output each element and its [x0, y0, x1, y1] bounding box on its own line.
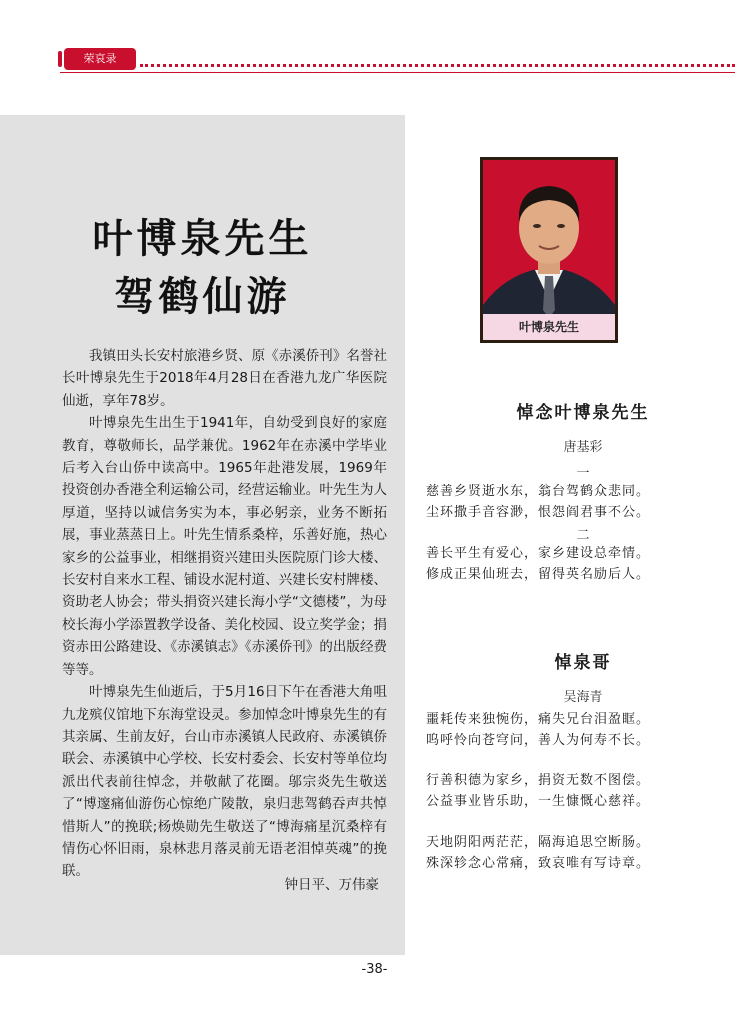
portrait-image — [483, 160, 615, 340]
article-author: 钟日平、万伟豪 — [284, 877, 379, 893]
poem2-verse: 公益事业皆乐助，一生慷慨心慈祥。 — [426, 794, 651, 809]
article-title-line2: 驾鹤仙游 — [114, 274, 291, 320]
page-number: -38- — [361, 962, 388, 977]
article-paragraph: 叶博泉先生仙逝后，于5月16日下午在香港大角咀九龙殡仪馆地下东海堂设灵。参加悼念叶博泉先生的有其亲属、生前友好，台山市赤溪镇人民政府、赤溪镇侨联会、赤溪镇中心学校、长安村委会、长安村等单位均派出代表前往悼念，并敬献了花圈。邬宗炎先生敬送了“博邃痛仙游伤心惊绝广陵散，泉归悲驾鹤吞声共悼惜斯人”的挽联;杨焕勋先生敬送了“博海痛星沉桑梓有情伤心怀旧雨，泉林悲月落灵前无语老泪悼英魂”的挽联。 — [62, 684, 387, 880]
poem2-author: 吴海青 — [563, 690, 603, 705]
poem1-verse: 修成正果仙班去，留得英名励后人。 — [426, 567, 651, 582]
poem2-verse: 殊深轸念心常痛，致哀唯有写诗章。 — [426, 856, 651, 871]
poem1-title: 悼念叶博泉先生 — [516, 403, 650, 423]
article-paragraph: 我镇田头长安村旅港乡贤、原《赤溪侨刊》名誉社长叶博泉先生于2018年4月28日在香港九龙广华医院仙逝，享年78岁。 — [62, 348, 387, 409]
poem1-verse: 尘环撒手音容渺，恨怨阎君事不公。 — [426, 505, 651, 520]
header-divider — [140, 64, 735, 67]
poem1-verse: 慈善乡贤逝水东，翁台驾鹤众悲同。 — [426, 484, 651, 499]
poem2-title: 悼泉哥 — [554, 653, 612, 673]
poem2-verse: 呜呼怜向苍穹问，善人为何寿不长。 — [426, 733, 651, 748]
poem1-stanza2-mark: 二 — [576, 528, 590, 543]
section-tag: 荣哀录 — [64, 48, 136, 70]
poem1-author: 唐基彩 — [563, 440, 603, 455]
poem2-verse: 行善积德为家乡，捐资无数不图偿。 — [426, 773, 651, 788]
poem2-verse: 噩耗传来独惋伤，痛失兄台泪盈眶。 — [426, 712, 651, 727]
poem2-verse: 天地阴阳两茫茫，隔海追思空断肠。 — [426, 835, 651, 850]
article-panel — [0, 115, 405, 955]
article-title-line1: 叶博泉先生 — [92, 216, 313, 262]
header-rule — [60, 72, 735, 73]
portrait-photo — [483, 160, 615, 340]
poem1-stanza1-mark: 一 — [576, 466, 590, 481]
portrait-frame — [480, 157, 618, 343]
portrait-caption: 叶博泉先生 — [483, 314, 615, 340]
article-body — [62, 345, 387, 883]
poem1-verse: 善长平生有爱心，家乡建设总牵情。 — [426, 546, 651, 561]
article-paragraph: 叶博泉先生出生于1941年，自幼受到良好的家庭教育，尊敬师长，品学兼优。1962年在赤溪中学毕业后考入台山侨中读高中。1965年赴港发展，1969年投资创办香港全利运输公司，经营运输业。叶先生为人厚道，坚持以诚信务实为本，事必躬亲，业务不断拓展，事业蒸蒸日上。叶先生情系桑梓，乐善好施，热心家乡的公益事业，相继捐资兴建田头医院原门诊大楼、长安村自来水工程、铺设水泥村道、兴建长安村牌楼、资助老人协会；带头捐资兴建长海小学“文德楼”，为母校长海小学添置教学设备、美化校园、设立奖学金；捐资赤田公路建设、《赤溪镇志》《赤溪侨刊》的出版经费等等。 — [62, 415, 387, 678]
